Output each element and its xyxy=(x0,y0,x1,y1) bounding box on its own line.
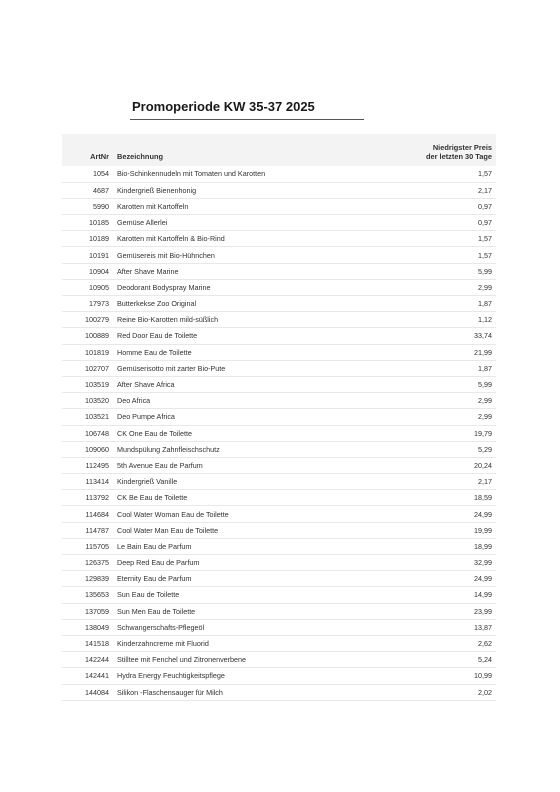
cell-artnr: 1054 xyxy=(93,169,109,179)
cell-price: 19,99 xyxy=(474,525,492,535)
cell-artnr: 109060 xyxy=(85,444,109,454)
table-row xyxy=(62,457,496,473)
cell-price: 32,99 xyxy=(474,558,492,568)
cell-name: Karotten mit Kartoffeln & Bio-Rind xyxy=(117,234,225,244)
table-row xyxy=(62,263,496,279)
cell-artnr: 10189 xyxy=(89,234,109,244)
cell-price: 19,79 xyxy=(474,428,492,438)
table-row xyxy=(62,668,496,684)
header-price xyxy=(388,134,496,166)
cell-name: Reine Bio-Karotten mild-süßlich xyxy=(117,315,219,325)
cell-name: Eternity Eau de Parfum xyxy=(117,574,192,584)
cell-price: 1,57 xyxy=(478,234,492,244)
cell-price: 14,99 xyxy=(474,590,492,600)
cell-artnr: 103519 xyxy=(85,380,109,390)
cell-artnr: 142244 xyxy=(85,655,109,665)
table-row xyxy=(62,376,496,392)
cell-price: 18,59 xyxy=(474,493,492,503)
cell-name: CK Be Eau de Toilette xyxy=(117,493,188,503)
cell-price: 18,99 xyxy=(474,541,492,551)
header-artnr: ArtNr xyxy=(90,152,109,161)
cell-name: Mundspülung Zahnfleischschutz xyxy=(117,444,220,454)
cell-artnr: 17973 xyxy=(89,299,109,309)
table-row xyxy=(62,441,496,457)
cell-artnr: 115705 xyxy=(85,541,109,551)
cell-artnr: 102707 xyxy=(85,363,109,373)
table-row xyxy=(62,490,496,506)
cell-artnr: 142441 xyxy=(85,671,109,681)
cell-artnr: 10191 xyxy=(89,250,109,260)
cell-name: Bio-Schinkennudeln mit Tomaten und Karotten xyxy=(117,169,266,179)
cell-artnr: 106748 xyxy=(85,428,109,438)
cell-artnr: 100279 xyxy=(85,315,109,325)
header-row xyxy=(62,134,496,166)
cell-artnr: 10905 xyxy=(89,282,109,292)
price-table-container xyxy=(62,134,496,701)
table-row xyxy=(62,360,496,376)
table-row xyxy=(62,538,496,554)
cell-artnr: 103521 xyxy=(85,412,109,422)
cell-name: CK One Eau de Toilette xyxy=(117,428,192,438)
cell-price: 20,24 xyxy=(474,460,492,470)
cell-artnr: 10904 xyxy=(89,266,109,276)
cell-name: Homme Eau de Toilette xyxy=(117,347,192,357)
cell-artnr: 126375 xyxy=(85,558,109,568)
table-row xyxy=(62,506,496,522)
cell-artnr: 114787 xyxy=(85,525,109,535)
cell-name: Deep Red Eau de Parfum xyxy=(117,558,200,568)
table-header xyxy=(62,134,496,166)
header-price-line2: der letzten 30 Tage xyxy=(426,152,492,161)
table-row xyxy=(62,474,496,490)
cell-price: 10,99 xyxy=(474,671,492,681)
cell-price: 2,02 xyxy=(478,687,492,697)
cell-artnr: 103520 xyxy=(85,396,109,406)
cell-artnr: 113414 xyxy=(85,477,109,487)
cell-price: 0,97 xyxy=(478,201,492,211)
cell-name: Gemüse Allerlei xyxy=(117,218,168,228)
table-row xyxy=(62,393,496,409)
cell-price: 23,99 xyxy=(474,606,492,616)
cell-price: 24,99 xyxy=(474,574,492,584)
cell-price: 1,57 xyxy=(478,250,492,260)
cell-price: 2,99 xyxy=(478,282,492,292)
cell-price: 5,29 xyxy=(478,444,492,454)
cell-name: Deo Africa xyxy=(117,396,151,406)
cell-price: 5,99 xyxy=(478,380,492,390)
cell-name: Sun Eau de Toilette xyxy=(117,590,180,600)
cell-price: 2,17 xyxy=(478,477,492,487)
cell-artnr: 113792 xyxy=(85,493,109,503)
cell-name: 5th Avenue Eau de Parfum xyxy=(117,460,203,470)
cell-name: Butterkekse Zoo Original xyxy=(117,299,197,309)
cell-price: 33,74 xyxy=(474,331,492,341)
table-row xyxy=(62,215,496,231)
cell-price: 2,62 xyxy=(478,639,492,649)
cell-artnr: 101819 xyxy=(85,347,109,357)
table-row xyxy=(62,603,496,619)
cell-name: Cool Water Man Eau de Toilette xyxy=(117,525,219,535)
header-name: Bezeichnung xyxy=(117,152,163,161)
cell-artnr: 10185 xyxy=(89,218,109,228)
table-row xyxy=(62,312,496,328)
cell-name: Cool Water Woman Eau de Toilette xyxy=(117,509,229,519)
table-row xyxy=(62,619,496,635)
cell-artnr: 100889 xyxy=(85,331,109,341)
cell-artnr: 5990 xyxy=(93,201,109,211)
table-row xyxy=(62,555,496,571)
table-row xyxy=(62,166,496,182)
cell-artnr: 4687 xyxy=(93,185,109,195)
header-price-line1: Niedrigster Preis xyxy=(432,143,492,152)
cell-price: 2,17 xyxy=(478,185,492,195)
cell-name: After Shave Marine xyxy=(117,266,179,276)
cell-price: 13,87 xyxy=(474,622,492,632)
table-row xyxy=(62,296,496,312)
cell-price: 1,12 xyxy=(478,315,492,325)
table-row xyxy=(62,279,496,295)
table-row xyxy=(62,328,496,344)
title-underline xyxy=(130,119,364,120)
table-row xyxy=(62,652,496,668)
cell-name: Gemüsereis mit Bio-Hühnchen xyxy=(117,250,215,260)
price-table xyxy=(62,134,496,701)
table-row xyxy=(62,198,496,214)
cell-name: Kindergrieß Bienenhonig xyxy=(117,185,197,195)
cell-price: 1,87 xyxy=(478,363,492,373)
cell-artnr: 135653 xyxy=(85,590,109,600)
table-row xyxy=(62,522,496,538)
cell-name: Kinderzahncreme mit Fluorid xyxy=(117,639,209,649)
cell-artnr: 114684 xyxy=(85,509,109,519)
table-body xyxy=(62,166,496,700)
cell-artnr: 129839 xyxy=(85,574,109,584)
table-row xyxy=(62,247,496,263)
cell-price: 2,99 xyxy=(478,412,492,422)
cell-price: 1,87 xyxy=(478,299,492,309)
cell-artnr: 141518 xyxy=(85,639,109,649)
table-row xyxy=(62,425,496,441)
page-title: Promoperiode KW 35-37 2025 xyxy=(132,99,315,114)
cell-price: 5,24 xyxy=(478,655,492,665)
cell-name: Deo Pumpe Africa xyxy=(117,412,175,422)
table-row xyxy=(62,344,496,360)
cell-name: Schwangerschafts-Pflegeöl xyxy=(117,622,205,632)
cell-artnr: 144084 xyxy=(85,687,109,697)
cell-name: Red Door Eau de Toilette xyxy=(117,331,198,341)
cell-artnr: 138049 xyxy=(85,622,109,632)
cell-name: Kindergrieß Vanille xyxy=(117,477,178,487)
cell-name: Sun Men Eau de Toilette xyxy=(117,606,196,616)
cell-artnr: 112495 xyxy=(85,460,109,470)
cell-name: Gemüserisotto mit zarter Bio-Pute xyxy=(117,363,226,373)
cell-name: After Shave Africa xyxy=(117,380,175,390)
cell-price: 24,99 xyxy=(474,509,492,519)
cell-price: 21,99 xyxy=(474,347,492,357)
cell-price: 0,97 xyxy=(478,218,492,228)
cell-name: Le Bain Eau de Parfum xyxy=(117,541,192,551)
table-row xyxy=(62,231,496,247)
table-row xyxy=(62,684,496,700)
cell-price: 2,99 xyxy=(478,396,492,406)
cell-price: 1,57 xyxy=(478,169,492,179)
table-row xyxy=(62,587,496,603)
cell-price: 5,99 xyxy=(478,266,492,276)
cell-name: Hydra Energy Feuchtigkeitspflege xyxy=(117,671,225,681)
table-row xyxy=(62,409,496,425)
cell-name: Silikon -Flaschensauger für Milch xyxy=(117,687,223,697)
cell-name: Deodorant Bodyspray Marine xyxy=(117,282,211,292)
table-row xyxy=(62,182,496,198)
cell-artnr: 137059 xyxy=(85,606,109,616)
cell-name: Stilltee mit Fenchel und Zitronenverbene xyxy=(117,655,247,665)
table-row xyxy=(62,571,496,587)
table-row xyxy=(62,635,496,651)
cell-name: Karotten mit Kartoffeln xyxy=(117,201,189,211)
